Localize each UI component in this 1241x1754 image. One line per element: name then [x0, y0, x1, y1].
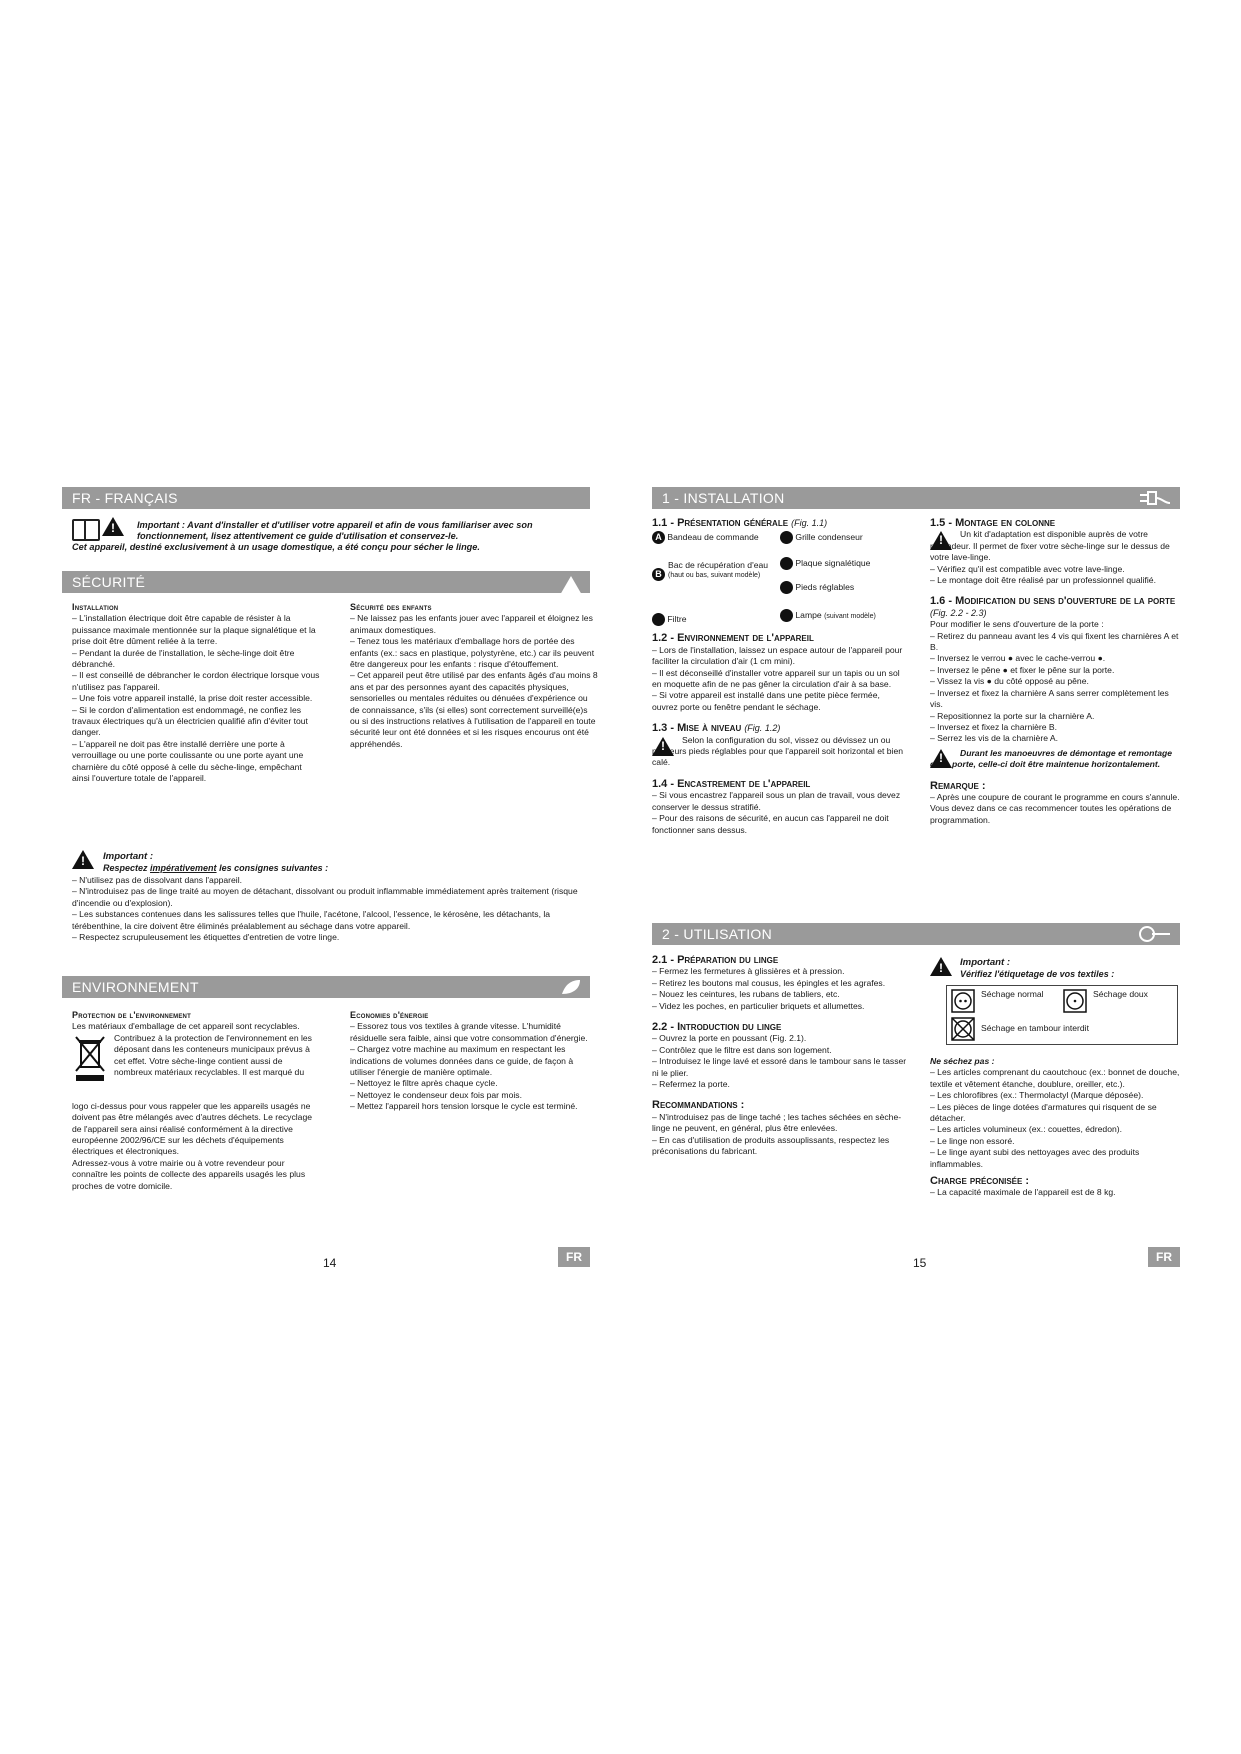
header-fr-francais	[62, 487, 590, 509]
eco-column	[350, 1010, 598, 1113]
s11-title	[652, 518, 907, 529]
part-item	[780, 581, 854, 594]
lang-badge-right: FR	[1148, 1247, 1180, 1267]
part-label: Filtre	[667, 614, 687, 625]
part-item	[652, 560, 770, 579]
important-line: – N'introduisez pas de linge traité au moyen de détachant, dissolvant ou produit inflammable immédiatement après traitement (risque d'incendie ou d'explosion).	[72, 886, 578, 908]
warning-icon	[72, 850, 94, 869]
important-list	[72, 875, 592, 943]
part-note: (suivant modèle)	[824, 613, 876, 621]
s14-title: 1.4 - Encastrement de l'appareil	[652, 777, 811, 790]
part-label: Bac de récupération d'eau	[668, 560, 769, 571]
install-col2	[930, 518, 1180, 826]
s16-line: – Retirez du panneau avant les 4 vis qui fixent les charnières A et B.	[930, 630, 1179, 653]
part-badge	[780, 609, 793, 622]
s21-line: – Retirez les boutons mal cousus, les épingles et les agrafes.	[652, 977, 886, 988]
protection-rest2: Adressez-vous à votre mairie ou à votre revendeur pour connaître les points de collecte des appareils usagés les plus proches de votre domicile.	[72, 1157, 306, 1191]
warning-icon	[652, 737, 674, 756]
important-line: – Les substances contenues dans les salissures telles que l'huile, l'acétone, l'alcool, l'essence, le kérosène, les détachants, la térébenthine, la cire doivent être éliminés préalablement au séchage dans votre appareil.	[72, 909, 551, 931]
warning-icon	[930, 749, 952, 768]
s21-line: – Videz les poches, en particulier briquets et allumettes.	[652, 1000, 865, 1011]
label-normal: Séchage normal	[981, 989, 1044, 999]
leaf-icon	[560, 978, 582, 996]
parts-legend	[652, 529, 907, 633]
s22-title: 2.2 - Introduction du linge	[652, 1021, 782, 1034]
s16-line: – Inversez et fixez la charnière B.	[930, 721, 1058, 732]
install-col1	[652, 518, 907, 836]
enfants-line: – Cet appareil peut être utilisé par des enfants âgés d'au moins 8 ans et par des personnes ayant des capacités physiques, sensorielles ou mentales réduites ou dénuées d'expérience ou de connaissance, s'ils (si elles) sont correctement surveillé(e)s ou si des instructions relatives à l'utilisation de l'appareil en toute sécurité leur ont été données et si les risques encourus ont été appréhendés.	[350, 670, 598, 749]
installation-line: – L'installation électrique doit être capable de résister à la puissance maximale mentionnée sur la plaque signalétique et la prise doit être dûment reliée à la terre.	[72, 613, 316, 647]
header-securite-label: SÉCURITÉ	[72, 574, 146, 590]
page-number-right: 15	[913, 1256, 927, 1270]
important-line: – Respectez scrupuleusement les étiquettes d'entretien de votre linge.	[72, 932, 340, 943]
s12-line: – Lors de l'installation, laissez un espace autour de l'appareil pour faciliter la circulation d'air (1 cm mini).	[652, 644, 903, 667]
part-badge	[652, 613, 665, 626]
eco-line: – Chargez votre machine au maximum en respectant les indications de volumes données dans ce guide, de façon à utiliser l'énergie de manière optimale.	[350, 1044, 574, 1078]
protection-rest: logo ci-dessus pour vous rappeler que les appareils usagés ne doivent pas être mélangés avec d'autres déchets. Le recyclage de l'appareil sera ainsi réalisé conformément à la directive européenne 2002/96/CE sur les déchets d'équipements électriques et électroniques.	[72, 1100, 313, 1157]
recom-line: – N'introduisez pas de linge taché ; les taches séchées en sèche-linge ne peuvent, en général, plus être enlevées.	[652, 1111, 902, 1134]
eco-line: – Mettez l'appareil hors tension lorsque le cycle est terminé.	[350, 1101, 578, 1112]
enfants-line: – Tenez tous les matériaux d'emballage hors de portée des enfants (ex.: sacs en plastique, polystyrène, etc.) car ils peuvent être dangereux pour les enfants : risque d'étouffement.	[350, 636, 595, 670]
warning-icon	[930, 531, 952, 550]
s16-warn-block	[930, 748, 1180, 771]
warning-icon	[560, 573, 582, 595]
nepas-line: – Les pièces de linge dotées d'armatures qui risquent de se détacher.	[930, 1101, 1157, 1124]
plug-icon	[1138, 489, 1172, 507]
s11-title-text: 1.1 - Présentation générale	[652, 517, 789, 529]
page-number-left: 14	[323, 1256, 337, 1270]
s16-title	[930, 596, 1180, 619]
s13-title-text: 1.3 - Mise à niveau	[652, 722, 742, 735]
installation-line: – Il est conseillé de débrancher le cordon électrique lorsque vous n'utilisez pas l'appareil.	[72, 670, 320, 692]
tumble-dry-gentle-icon	[1063, 989, 1087, 1013]
s16-line: – Vissez la vis ● du côté opposé au pêne.	[930, 676, 1089, 687]
part-badge	[780, 557, 793, 570]
s21-title: 2.1 - Préparation du linge	[652, 954, 779, 966]
s13-block	[652, 735, 907, 769]
part-label: Bandeau de commande	[667, 532, 759, 543]
eco-line: – Nettoyez le condenseur deux fois par mois.	[350, 1089, 522, 1100]
part-item	[652, 613, 687, 626]
care-label-table	[946, 985, 1178, 1045]
label-doux: Séchage doux	[1093, 989, 1148, 999]
important-sub-post: les consignes suivantes :	[216, 863, 329, 873]
header-installation	[652, 487, 1180, 509]
s16-line: – Repositionnez la porte sur la charnière A.	[930, 710, 1095, 721]
installation-line: – Une fois votre appareil installé, la prise doit rester accessible.	[72, 693, 313, 704]
remarque-title: Remarque :	[930, 779, 986, 792]
s13-text: Selon la configuration du sol, vissez ou dévissez un ou plusieurs pieds réglables pour que l'appareil soit horizontal et bien calé.	[652, 734, 904, 768]
part-badge: B	[652, 568, 665, 581]
important-line: – N'utilisez pas de dissolvant dans l'appareil.	[72, 875, 242, 885]
nepas-title: Ne séchez pas :	[930, 1056, 995, 1066]
nepas-line: – Le linge non essoré.	[930, 1135, 1015, 1146]
part-badge	[780, 581, 793, 594]
installation-line: – L'appareil ne doit pas être installé derrière une porte à verrouillage ou une porte coulissante ou une porte ayant une charnière du côté opposé à celle du sèche-linge, empêchant ainsi l'ouverture totale de l'appareil.	[72, 738, 304, 784]
part-item	[780, 609, 876, 622]
s16-line: – Serrez les vis de la charnière A.	[930, 733, 1059, 744]
s16-line: Pour modifier le sens d'ouverture de la porte :	[930, 619, 1104, 630]
s12-title: 1.2 - Environnement de l'appareil	[652, 632, 814, 645]
nepas-column	[930, 1056, 1180, 1199]
important-label: Important :	[103, 851, 154, 862]
part-label: Grille condenseur	[795, 532, 863, 543]
s22-line: – Introduisez le linge lavé et essoré dans le tambour sans le tasser ni le plier.	[652, 1056, 907, 1078]
eco-line: – Nettoyez le filtre après chaque cycle.	[350, 1078, 498, 1089]
part-item	[780, 531, 863, 544]
intro-line3: Cet appareil, destiné exclusivement à un usage domestique, a été conçu pour sécher le linge.	[72, 542, 480, 552]
s22-line: – Contrôlez que le filtre est dans son logement.	[652, 1044, 832, 1055]
s13-title	[652, 723, 907, 734]
part-badge	[780, 531, 793, 544]
header-fr-label: FR - FRANÇAIS	[72, 490, 178, 506]
imp2-label: Important :	[960, 957, 1011, 968]
part-item	[652, 531, 759, 544]
s15-line: – Le montage doit être réalisé par un professionnel qualifié.	[930, 575, 1156, 586]
part-badge: A	[652, 531, 665, 544]
label-interdit: Séchage en tambour interdit	[981, 1023, 1089, 1033]
s15-title: 1.5 - Montage en colonne	[930, 517, 1056, 529]
s22-line: – Refermez la porte.	[652, 1079, 730, 1090]
part-label: Pieds réglables	[795, 582, 855, 593]
protection-title: Protection de l'environnement	[72, 1010, 191, 1020]
remarque-text: – Après une coupure de courant le programme en cours s'annule. Vous devez dans ce cas recommencer toutes les opérations de programmation.	[930, 791, 1180, 825]
s16-title-text: 1.6 - Modification du sens d'ouverture de la porte	[930, 595, 1176, 608]
recom-line: – En cas d'utilisation de produits assouplissants, respectez les préconisations du fabricant.	[652, 1134, 890, 1157]
header-util-label: 2 - UTILISATION	[662, 926, 773, 942]
s16-line: – Inversez et fixez la charnière A sans serrer complètement les vis.	[930, 687, 1169, 710]
part-item	[780, 557, 870, 570]
installation-line: – Si le cordon d'alimentation est endommagé, ne confiez les travaux électriques qu'à un électricien qualifié afin d'éviter tout danger.	[72, 704, 308, 738]
s14-line: – Si vous encastrez l'appareil sous un plan de travail, vous devez conserver le dessus stratifié.	[652, 790, 901, 812]
protection-bin-text: Contribuez à la protection de l'environnement en les déposant dans les conteneurs municipaux prévus à cet effet. Votre sèche-linge contient aussi de nombreux matériaux recyclables. Il est marqué du	[114, 1032, 312, 1078]
s16-line: – Inversez le pêne ● et fixer le pêne sur la porte.	[930, 664, 1115, 675]
important-sub-underline: impérativement	[150, 863, 217, 873]
s11-fig: (Fig. 1.1)	[791, 518, 828, 528]
s22-line: – Ouvrez la porte en poussant (Fig. 2.1).	[652, 1033, 807, 1044]
s15-line: – Vérifiez qu'il est compatible avec votre lave-linge.	[930, 563, 1125, 574]
imp2-sub: Vérifiez l'étiquetage de vos textiles :	[960, 969, 1115, 979]
recom-title: Recommandations :	[652, 1099, 745, 1112]
protection-column	[72, 1010, 320, 1192]
nepas-line: – Les articles comprenant du caoutchouc (ex.: bonnet de douche, textile et vêtement étanche, doublure, oreiller, etc.).	[930, 1067, 1180, 1089]
nepas-line: – Le linge ayant subi des nettoyages avec des produits inflammables.	[930, 1147, 1140, 1169]
s15-text: Un kit d'adaptation est disponible auprès de votre revendeur. Il permet de fixer votre sèche-linge sur le dessus de votre lave-linge.	[930, 529, 1170, 563]
installation-column	[72, 602, 320, 785]
important-sub	[103, 863, 328, 873]
enfants-title: Sécurité des enfants	[350, 602, 432, 612]
header-install-label: 1 - INSTALLATION	[662, 490, 785, 506]
s14-line: – Pour des raisons de sécurité, en aucun cas l'appareil ne doit fonctionner sans dessus.	[652, 813, 889, 835]
s21-line: – Nouez les ceintures, les rubans de tabliers, etc.	[652, 989, 840, 1000]
lang-badge-left: FR	[558, 1247, 590, 1267]
book-icon	[72, 519, 100, 541]
tumble-dry-normal-icon	[951, 989, 975, 1013]
part-label: Plaque signalétique	[795, 558, 871, 569]
no-tumble-dry-icon	[951, 1017, 975, 1041]
s12-line: – Si votre appareil est installé dans une petite pièce fermée, ouvrez porte ou fenêtre pendant le séchage.	[652, 690, 880, 712]
installation-line: – Pendant la durée de l'installation, le sèche-linge doit être débranché.	[72, 647, 295, 670]
s21-line: – Fermez les fermetures à glissières et à pression.	[652, 966, 845, 977]
installation-title: Installation	[72, 602, 119, 612]
s16-warn: Durant les manoeuvres de démontage et remontage de la porte, celle-ci doit être maintenue horizontalement.	[930, 747, 1173, 770]
header-environnement	[62, 976, 590, 998]
eco-line: – Essorez tous vos textiles à grande vitesse. L'humidité résiduelle sera faible, ainsi que votre consommation d'énergie.	[350, 1021, 588, 1043]
crossed-bin-icon	[74, 1035, 106, 1083]
util-col1	[652, 955, 907, 1158]
eco-title: Economies d'énergie	[350, 1010, 429, 1020]
intro-line1: Important : Avant d'installer et d'utiliser votre appareil et afin de vous familiariser avec son	[137, 520, 533, 530]
s12-line: – Il est déconseillé d'installer votre appareil sur un tapis ou un sol en moquette afin de ne pas gêner la circulation d'air à sa base.	[652, 667, 900, 690]
intro-line2: fonctionnement, lisez attentivement ce guide d'utilisation et conservez-le.	[137, 531, 459, 541]
s13-fig: (Fig. 1.2)	[744, 723, 781, 734]
part-label: Lampe	[795, 610, 822, 621]
nepas-line: – Les chlorofibres (ex.: Thermolactyl (Marque déposée).	[930, 1090, 1144, 1101]
s16-line: – Inversez le verrou ● avec le cache-verrou ●.	[930, 653, 1106, 664]
hand-icon	[1138, 925, 1172, 943]
protection-intro: Les matériaux d'emballage de cet appareil sont recyclables.	[72, 1021, 300, 1032]
charge-text: – La capacité maximale de l'appareil est de 8 kg.	[930, 1187, 1116, 1198]
charge-title: Charge préconisée :	[930, 1175, 1030, 1188]
warning-icon	[102, 517, 124, 536]
nepas-line: – Les articles volumineux (ex.: couettes, édredon).	[930, 1124, 1123, 1135]
header-env-label: ENVIRONNEMENT	[72, 979, 199, 995]
header-securite	[62, 571, 590, 593]
header-utilisation	[652, 923, 1180, 945]
s16-fig: (Fig. 2.2 - 2.3)	[930, 607, 987, 618]
enfants-column	[350, 602, 598, 750]
part-note: (haut ou bas, suivant modèle)	[668, 571, 761, 579]
s15-block	[930, 529, 1180, 563]
warning-icon	[930, 957, 952, 976]
enfants-line: – Ne laissez pas les enfants jouer avec l'appareil et éloignez les animaux domestiques.	[350, 613, 593, 635]
important-sub-pre: Respectez	[103, 863, 151, 873]
